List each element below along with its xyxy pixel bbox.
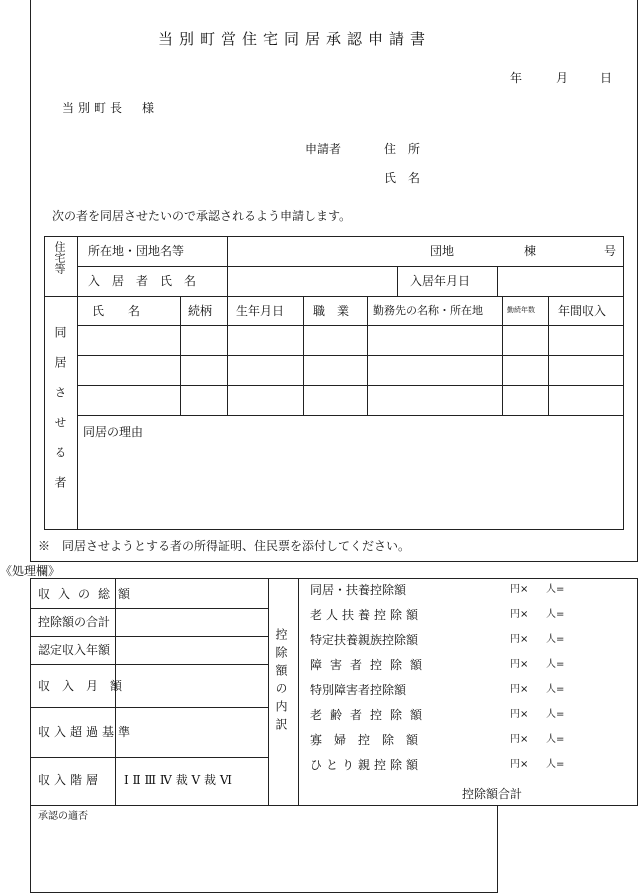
col-workplace: 勤務先の名称・所在地 (373, 304, 483, 317)
building-label: 棟 (524, 244, 537, 258)
deduction-special-disabled-yen: 円× (510, 684, 529, 695)
deduction-widow-label: 寡婦控除額 (310, 733, 431, 747)
date-year-label: 年 (510, 71, 523, 85)
applicant-label: 申請者 (305, 142, 342, 156)
applicant-name-label: 氏 名 (384, 171, 421, 185)
row-total-deduction: 控除額の合計 (38, 615, 111, 629)
col-occupation: 職 業 (313, 304, 350, 318)
deduction-dependent-persons: 人= (546, 584, 565, 595)
col-name: 氏 名 (92, 304, 141, 318)
deduction-aged-label: 老齢者控除額 (310, 708, 431, 722)
deduction-disabled-yen: 円× (510, 659, 529, 670)
addressee: 当別町長 様 (62, 101, 159, 115)
deduction-widow-yen: 円× (510, 734, 529, 745)
danchi-label: 団地 (430, 244, 455, 258)
row-monthly-income: 収入月額 (38, 679, 135, 693)
deduction-dependent-yen: 円× (510, 584, 529, 595)
row-excess-standard: 収入超過基準 (38, 725, 135, 739)
processing-heading: 《処理欄》 (0, 564, 61, 578)
deduction-disabled-persons: 人= (546, 659, 565, 670)
cohabitation-reason-label: 同居の理由 (83, 425, 144, 439)
deduction-aged-persons: 人= (546, 709, 565, 720)
number-label: 号 (604, 244, 617, 258)
col-annual-income: 年間収入 (558, 304, 607, 318)
deduction-elderly-dependent-label: 老人扶養控除額 (310, 608, 423, 622)
income-tier-values: Ⅰ Ⅱ Ⅲ Ⅳ 裁 Ⅴ 裁 Ⅵ (124, 773, 232, 787)
deduction-dependent-label: 同居・扶養控除額 (310, 583, 407, 597)
col-years-employed: 勤続年数 (507, 306, 535, 314)
deduction-specified-dependent-yen: 円× (510, 634, 529, 645)
deduction-total-label: 控除額合計 (462, 787, 523, 801)
form-title: 当別町営住宅同居承認申請書 (158, 30, 432, 48)
cohabitant-section-label: 同居させる者 (53, 326, 67, 506)
approval-label: 承認の適否 (38, 811, 88, 822)
resident-name-label: 入居者氏名 (88, 274, 209, 288)
deduction-elderly-dependent-yen: 円× (510, 609, 529, 620)
deduction-specified-dependent-label: 特定扶養親族控除額 (310, 633, 419, 647)
deduction-single-parent-yen: 円× (510, 759, 529, 770)
housing-section-label: 住宅等 (53, 241, 66, 274)
location-label: 所在地・団地名等 (88, 244, 185, 258)
applicant-address-label: 住 所 (384, 142, 421, 156)
deduction-disabled-label: 障害者控除額 (310, 658, 431, 672)
row-total-income: 収入の総額 (38, 587, 139, 601)
date-day-label: 日 (600, 71, 613, 85)
deduction-single-parent-label: ひとり親控除額 (310, 758, 423, 772)
deduction-aged-yen: 円× (510, 709, 529, 720)
deduction-breakdown-label: 控除額の内訳 (274, 628, 288, 736)
col-relation: 続柄 (188, 304, 213, 318)
col-birthdate: 生年月日 (236, 304, 285, 318)
row-income-tier: 収入階層 (38, 773, 103, 787)
attachment-note: ※ 同居させようとする者の所得証明、住民票を添付してください。 (38, 539, 411, 553)
deduction-special-disabled-label: 特別障害者控除額 (310, 683, 407, 697)
move-in-date-label: 入居年月日 (410, 274, 471, 288)
approval-box (30, 805, 498, 893)
request-statement: 次の者を同居させたいので承認されるよう申請します。 (52, 209, 352, 223)
deduction-single-parent-persons: 人= (546, 759, 565, 770)
deduction-specified-dependent-persons: 人= (546, 634, 565, 645)
deduction-elderly-dependent-persons: 人= (546, 609, 565, 620)
deduction-widow-persons: 人= (546, 734, 565, 745)
deduction-special-disabled-persons: 人= (546, 684, 565, 695)
row-recognized-income: 認定収入年額 (38, 643, 111, 657)
date-month-label: 月 (556, 71, 569, 85)
